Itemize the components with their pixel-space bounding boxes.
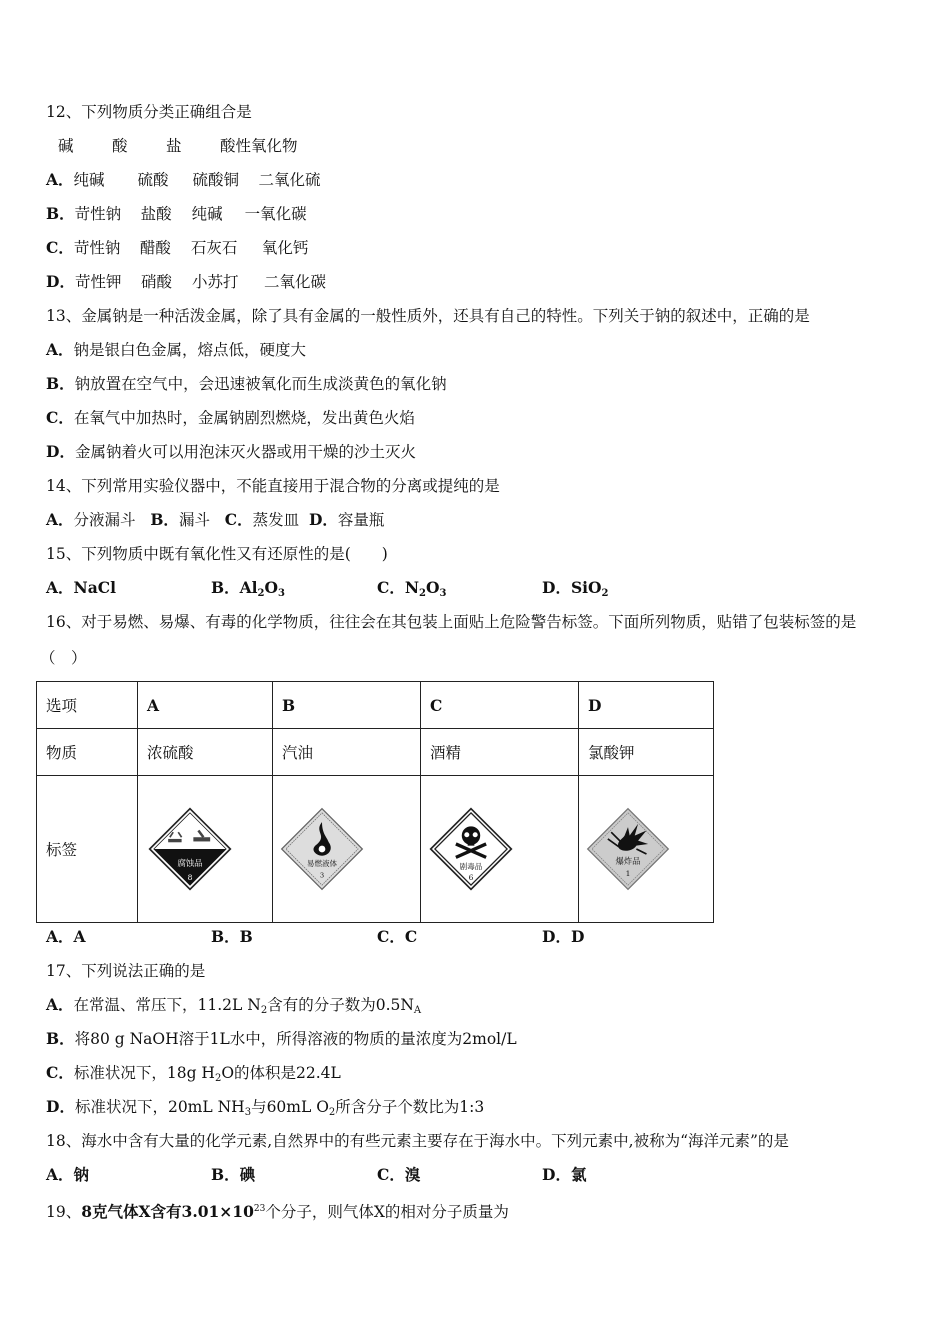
option-text: 分液漏斗 <box>73 511 136 529</box>
option-letter: B． <box>150 510 179 529</box>
stem-text: 个分子，则气体X的相对分子质量为 <box>265 1203 509 1221</box>
option-letter: C． <box>377 578 405 597</box>
q19-stem <box>46 1199 509 1222</box>
option-letter: D． <box>308 510 338 529</box>
table-cell <box>138 776 273 923</box>
option-letter: A． <box>46 1165 74 1184</box>
q18-option-b <box>211 1165 255 1185</box>
option-text: 钠放置在空气中，会迅速被氧化而生成淡黄色的氧化钠 <box>74 375 447 393</box>
formula: O <box>264 578 279 597</box>
q18-option-a <box>46 1165 89 1185</box>
option-text: 所含分子个数比为1:3 <box>335 1098 485 1116</box>
q12-header: 盐 <box>166 137 182 155</box>
option-text: B <box>239 927 253 946</box>
option-text: 与60mL O <box>251 1098 329 1116</box>
cell: 硫酸 <box>137 171 169 189</box>
option-letter: C． <box>46 408 74 427</box>
option-letter: B． <box>46 1029 75 1048</box>
option-text: 将80 g NaOH溶于1L水中，所得溶液的物质的量浓度为2mol/L <box>74 1030 517 1048</box>
option-text: O的体积是22.4L <box>221 1064 341 1082</box>
q15-option-a <box>46 578 116 598</box>
table-cell: C <box>421 682 579 729</box>
cell: 石灰石 <box>190 239 238 257</box>
cell: 苛性钠 <box>73 239 121 257</box>
q13-option-c <box>46 408 415 428</box>
subscript: 2 <box>214 1073 222 1084</box>
row-header: 物质 <box>37 729 138 776</box>
option-letter: D． <box>46 1097 75 1116</box>
option-text: 含有的分子数为0.5N <box>267 996 414 1014</box>
option-text: 氯 <box>570 1165 587 1184</box>
label-text: 剧毒品 <box>459 862 483 872</box>
q16-paren: （ ） <box>40 649 87 667</box>
option-text: C <box>404 927 418 946</box>
option-letter: D． <box>46 442 75 461</box>
formula: Al <box>239 578 258 597</box>
option-letter: B． <box>46 374 75 393</box>
option-letter: A． <box>46 510 74 529</box>
option-letter: C． <box>377 1165 405 1184</box>
q13-stem: 13、金属钠是一种活泼金属，除了具有金属的一般性质外，还具有自己的特性。下列关于钠的叙述中，正确的是 <box>46 307 810 325</box>
table-cell: 汽油 <box>273 729 421 776</box>
q17-option-b <box>46 1029 517 1049</box>
subscript: 2 <box>601 588 609 599</box>
cell: 苛性钾 <box>74 273 122 291</box>
cell: 小苏打 <box>191 273 239 291</box>
hazard-label-table <box>36 681 714 923</box>
option-letter: A． <box>46 578 74 597</box>
formula: SiO <box>570 578 602 597</box>
q15-option-d <box>542 578 609 604</box>
option-letter: B． <box>46 204 75 223</box>
cell: 二氧化碳 <box>263 273 326 291</box>
row-header: 标签 <box>37 776 138 923</box>
q18-stem: 18、海水中含有大量的化学元素,自然界中的有些元素主要存在于海水中。下列元素中,被称为“海洋元素”的是 <box>46 1132 789 1150</box>
subscript: 2 <box>260 1005 268 1016</box>
q16-option-b <box>211 927 253 947</box>
q18-option-d <box>542 1165 586 1185</box>
q14-stem: 14、下列常用实验仪器中，不能直接用于混合物的分离或提纯的是 <box>46 477 500 495</box>
option-text: 溴 <box>404 1165 421 1184</box>
option-text: 标准状况下，20mL NH <box>74 1098 245 1116</box>
option-text: 在氧气中加热时，金属钠剧烈燃烧，发出黄色火焰 <box>73 409 415 427</box>
q12-stem: 12、下列物质分类正确组合是 <box>46 103 252 121</box>
subscript: 3 <box>439 588 447 599</box>
cell: 醋酸 <box>139 239 171 257</box>
q12-headers <box>58 136 298 156</box>
cell: 苛性钠 <box>74 205 122 223</box>
row-header: 选项 <box>37 682 138 729</box>
option-text: 容量瓶 <box>337 511 385 529</box>
q15-option-b <box>211 578 285 604</box>
stem-text: 8克气体X含有3.01×10 <box>81 1202 254 1221</box>
option-text: 漏斗 <box>178 511 210 529</box>
q12-header: 酸性氧化物 <box>220 137 298 155</box>
option-text: 碘 <box>239 1165 256 1184</box>
table-cell <box>273 776 421 923</box>
q12-header: 酸 <box>112 137 128 155</box>
q12-option-b <box>46 204 307 224</box>
formula: N <box>404 578 420 597</box>
option-letter: C． <box>224 510 253 529</box>
label-text: 易燃液体 <box>306 858 338 868</box>
q17-option-d <box>46 1097 484 1123</box>
q12-option-a <box>46 170 321 190</box>
cell: 一氧化碳 <box>244 205 307 223</box>
q16-option-a <box>46 927 86 947</box>
label-num: 6 <box>468 873 474 883</box>
cell: 硫酸铜 <box>192 171 240 189</box>
cell: 氧化钙 <box>261 239 309 257</box>
table-cell: 酒精 <box>421 729 579 776</box>
option-letter: D． <box>542 927 571 946</box>
option-text: 钠 <box>73 1165 90 1184</box>
subscript: 3 <box>278 588 285 599</box>
cell: 纯碱 <box>191 205 223 223</box>
option-letter: B． <box>211 927 240 946</box>
subscript: 2 <box>328 1107 336 1118</box>
option-text: D <box>570 927 585 946</box>
label-text: 腐蚀品 <box>177 857 203 868</box>
table-row <box>37 776 714 923</box>
q12-option-c <box>46 238 308 258</box>
q16-stem: 16、对于易燃、易爆、有毒的化学物质，往往会在其包装上面贴上危险警告标签。下面所列物质，贴错了包装标签的是 <box>46 613 857 631</box>
q16-option-c <box>377 927 417 947</box>
subscript: 2 <box>419 588 426 599</box>
option-letter: A． <box>46 927 74 946</box>
option-text: 在常温、常压下，11.2L N <box>73 996 261 1014</box>
option-letter: D． <box>542 578 571 597</box>
label-num: 3 <box>319 871 325 880</box>
q13-option-d <box>46 442 416 462</box>
option-text: 钠是银白色金属，熔点低，硬度大 <box>73 341 307 359</box>
q12-header: 碱 <box>58 137 74 155</box>
option-letter: B． <box>211 578 240 597</box>
option-letter: D． <box>46 272 75 291</box>
option-letter: A． <box>46 170 74 189</box>
subscript: 3 <box>244 1107 252 1118</box>
table-row <box>37 729 714 776</box>
q18-option-c <box>377 1165 420 1185</box>
toxic-icon <box>429 807 513 891</box>
cell: 盐酸 <box>140 205 172 223</box>
q12-option-d <box>46 272 326 292</box>
subscript: A <box>413 1005 422 1016</box>
label-num: 1 <box>625 868 631 878</box>
option-letter: D． <box>542 1165 571 1184</box>
option-letter: B． <box>211 1165 240 1184</box>
cell: 二氧化硫 <box>258 171 321 189</box>
table-cell: B <box>273 682 421 729</box>
option-letter: C． <box>377 927 405 946</box>
option-text: 标准状况下，18g H <box>73 1064 215 1082</box>
table-row <box>37 682 714 729</box>
table-cell: 氯酸钾 <box>579 729 714 776</box>
q15-option-c <box>377 578 446 604</box>
q14-options <box>46 510 384 530</box>
corrosive-icon <box>148 807 232 891</box>
q17-stem: 17、下列说法正确的是 <box>46 962 206 980</box>
superscript: 23 <box>253 1204 266 1214</box>
flammable-icon <box>280 807 364 891</box>
option-letter: A． <box>46 340 74 359</box>
q13-option-a <box>46 340 306 360</box>
question-number: 19、 <box>46 1203 82 1221</box>
q17-option-c <box>46 1063 341 1089</box>
q15-stem: 15、下列物质中既有氧化性又有还原性的是( ) <box>46 545 388 563</box>
explosive-icon <box>586 807 670 891</box>
option-text: 蒸发皿 <box>252 511 300 529</box>
label-num: 8 <box>187 873 193 883</box>
cell: 纯碱 <box>73 171 105 189</box>
subscript: 2 <box>257 588 265 599</box>
option-letter: A． <box>46 995 74 1014</box>
formula: O <box>425 578 440 597</box>
table-cell <box>579 776 714 923</box>
option-text: A <box>73 927 86 946</box>
q17-option-a <box>46 995 421 1021</box>
q16-option-d <box>542 927 584 947</box>
formula: NaCl <box>73 578 116 597</box>
option-text: 金属钠着火可以用泡沫灭火器或用干燥的沙土灭火 <box>74 443 416 461</box>
cell: 硝酸 <box>140 273 172 291</box>
table-cell: 浓硫酸 <box>138 729 273 776</box>
label-text: 爆炸品 <box>615 856 641 867</box>
table-cell <box>421 776 579 923</box>
table-cell: D <box>579 682 714 729</box>
option-letter: C． <box>46 1063 74 1082</box>
option-letter: C． <box>46 238 74 257</box>
table-cell: A <box>138 682 273 729</box>
q13-option-b <box>46 374 447 394</box>
